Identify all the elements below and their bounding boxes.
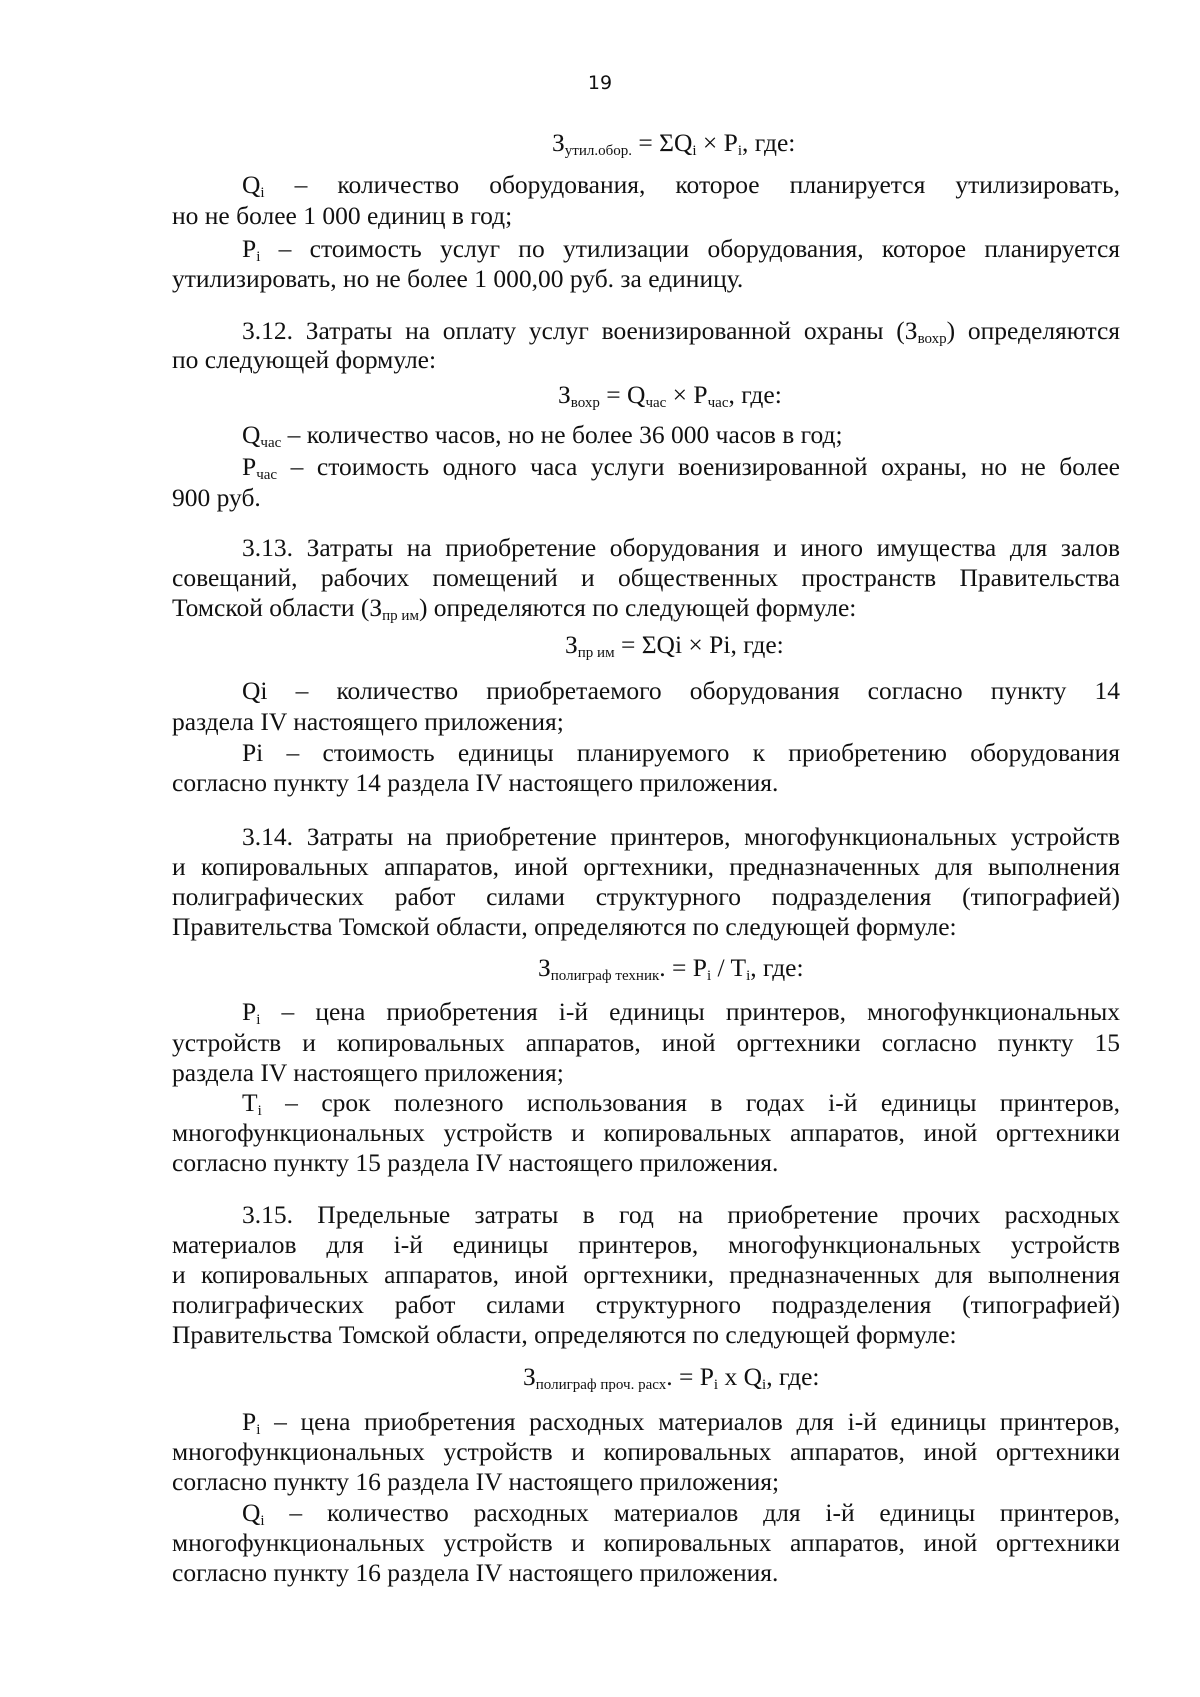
page-number: 19 — [587, 72, 613, 94]
paragraph-line: совещаний, рабочих помещений и общественных пространств Правительства — [172, 563, 1120, 592]
paragraph-line: и копировальных аппаратов, иной оргтехники, предназначенных для выполнения — [172, 1260, 1120, 1289]
definition-qi-equipment: Qi – количество приобретаемого оборудования согласно пункту 14 — [242, 676, 1120, 705]
formula-utilization: $З_{утил.обор.} = \Sigma Q_i \times P_i$, где: — [552, 128, 796, 159]
paragraph-line: утилизировать, но не более 1 000,00 руб. за единицу. — [172, 264, 744, 293]
paragraph-line: Томской области $(З_{пр им})$ определяются по следующей формуле: — [172, 593, 857, 624]
definition-ti-printers: $T_i$ – срок полезного использования в годах i-й единицы принтеров, — [242, 1088, 1120, 1119]
definition-qi-consumables: $Q_i$ – количество расходных материалов для i-й единицы принтеров, — [242, 1498, 1120, 1529]
formula-printers: $З_{полиграф техник}$. = $P_i / T_i$, где: — [538, 953, 804, 984]
paragraph-line: многофункциональных устройств и копировальных аппаратов, иной оргтехники — [172, 1118, 1120, 1147]
definition-pi-equipment: Pi – стоимость единицы планируемого к приобретению оборудования — [242, 738, 1120, 767]
paragraph-line: многофункциональных устройств и копировальных аппаратов, иной оргтехники — [172, 1437, 1120, 1466]
paragraph-line: по следующей формуле: — [172, 345, 437, 374]
paragraph-line: согласно пункту 15 раздела IV настоящего приложения. — [172, 1148, 779, 1177]
definition-pi-consumables: $P_i$ – цена приобретения расходных материалов для i-й единицы принтеров, — [242, 1407, 1120, 1438]
paragraph-line: полиграфических работ силами структурного подразделения (типографией) — [172, 1290, 1120, 1319]
definition-pi: $P_i$ – стоимость услуг по утилизации оборудования, которое планируется — [242, 234, 1120, 265]
paragraph-line: 900 руб. — [172, 483, 261, 512]
formula-guard: $З_{вохр} = Q_{час} \times P_{час}$, где: — [558, 380, 782, 411]
paragraph-line: согласно пункту 16 раздела IV настоящего приложения. — [172, 1558, 779, 1587]
section-3-15-heading: 3.15. Предельные затраты в год на приобретение прочих расходных — [242, 1200, 1120, 1229]
paragraph-line: но не более 1 000 единиц в год; — [172, 201, 513, 230]
paragraph-line: материалов для i-й единицы принтеров, многофункциональных устройств — [172, 1230, 1120, 1259]
definition-pi-printers: $P_i$ – цена приобретения i-й единицы принтеров, многофункциональных — [242, 997, 1120, 1028]
section-3-14-heading: 3.14. Затраты на приобретение принтеров, многофункциональных устройств — [242, 822, 1120, 851]
paragraph-line: раздела IV настоящего приложения; — [172, 1058, 564, 1087]
formula-consumables: $З_{полиграф проч. расх}$. = $P_i$ x $Q_i$, где: — [523, 1362, 820, 1393]
definition-qchas: $Q_{час}$ – количество часов, но не более 36 000 часов в год; — [242, 420, 843, 451]
paragraph-line: Правительства Томской области, определяются по следующей формуле: — [172, 912, 957, 941]
definition-qi: $Q_i$ – количество оборудования, которое планируется утилизировать, — [242, 170, 1120, 201]
paragraph-line: и копировальных аппаратов, иной оргтехники, предназначенных для выполнения — [172, 852, 1120, 881]
definition-pchas: $P_{час}$ – стоимость одного часа услуги военизированной охраны, но не более — [242, 452, 1120, 483]
section-3-13-heading: 3.13. Затраты на приобретение оборудования и иного имущества для залов — [242, 533, 1120, 562]
paragraph-line: раздела IV настоящего приложения; — [172, 707, 564, 736]
paragraph-line: полиграфических работ силами структурного подразделения (типографией) — [172, 882, 1120, 911]
paragraph-line: согласно пункту 16 раздела IV настоящего приложения; — [172, 1467, 780, 1496]
paragraph-line: многофункциональных устройств и копировальных аппаратов, иной оргтехники — [172, 1528, 1120, 1557]
formula-equipment: $З_{пр им} = \Sigma Qi \times Pi$, где: — [565, 630, 784, 661]
paragraph-line: Правительства Томской области, определяются по следующей формуле: — [172, 1320, 957, 1349]
section-3-12-heading: 3.12. Затраты на оплату услуг военизированной охраны $(З_{вохр})$ определяются — [242, 316, 1121, 347]
paragraph-line: устройств и копировальных аппаратов, иной оргтехники согласно пункту 15 — [172, 1028, 1120, 1057]
paragraph-line: согласно пункту 14 раздела IV настоящего приложения. — [172, 768, 779, 797]
